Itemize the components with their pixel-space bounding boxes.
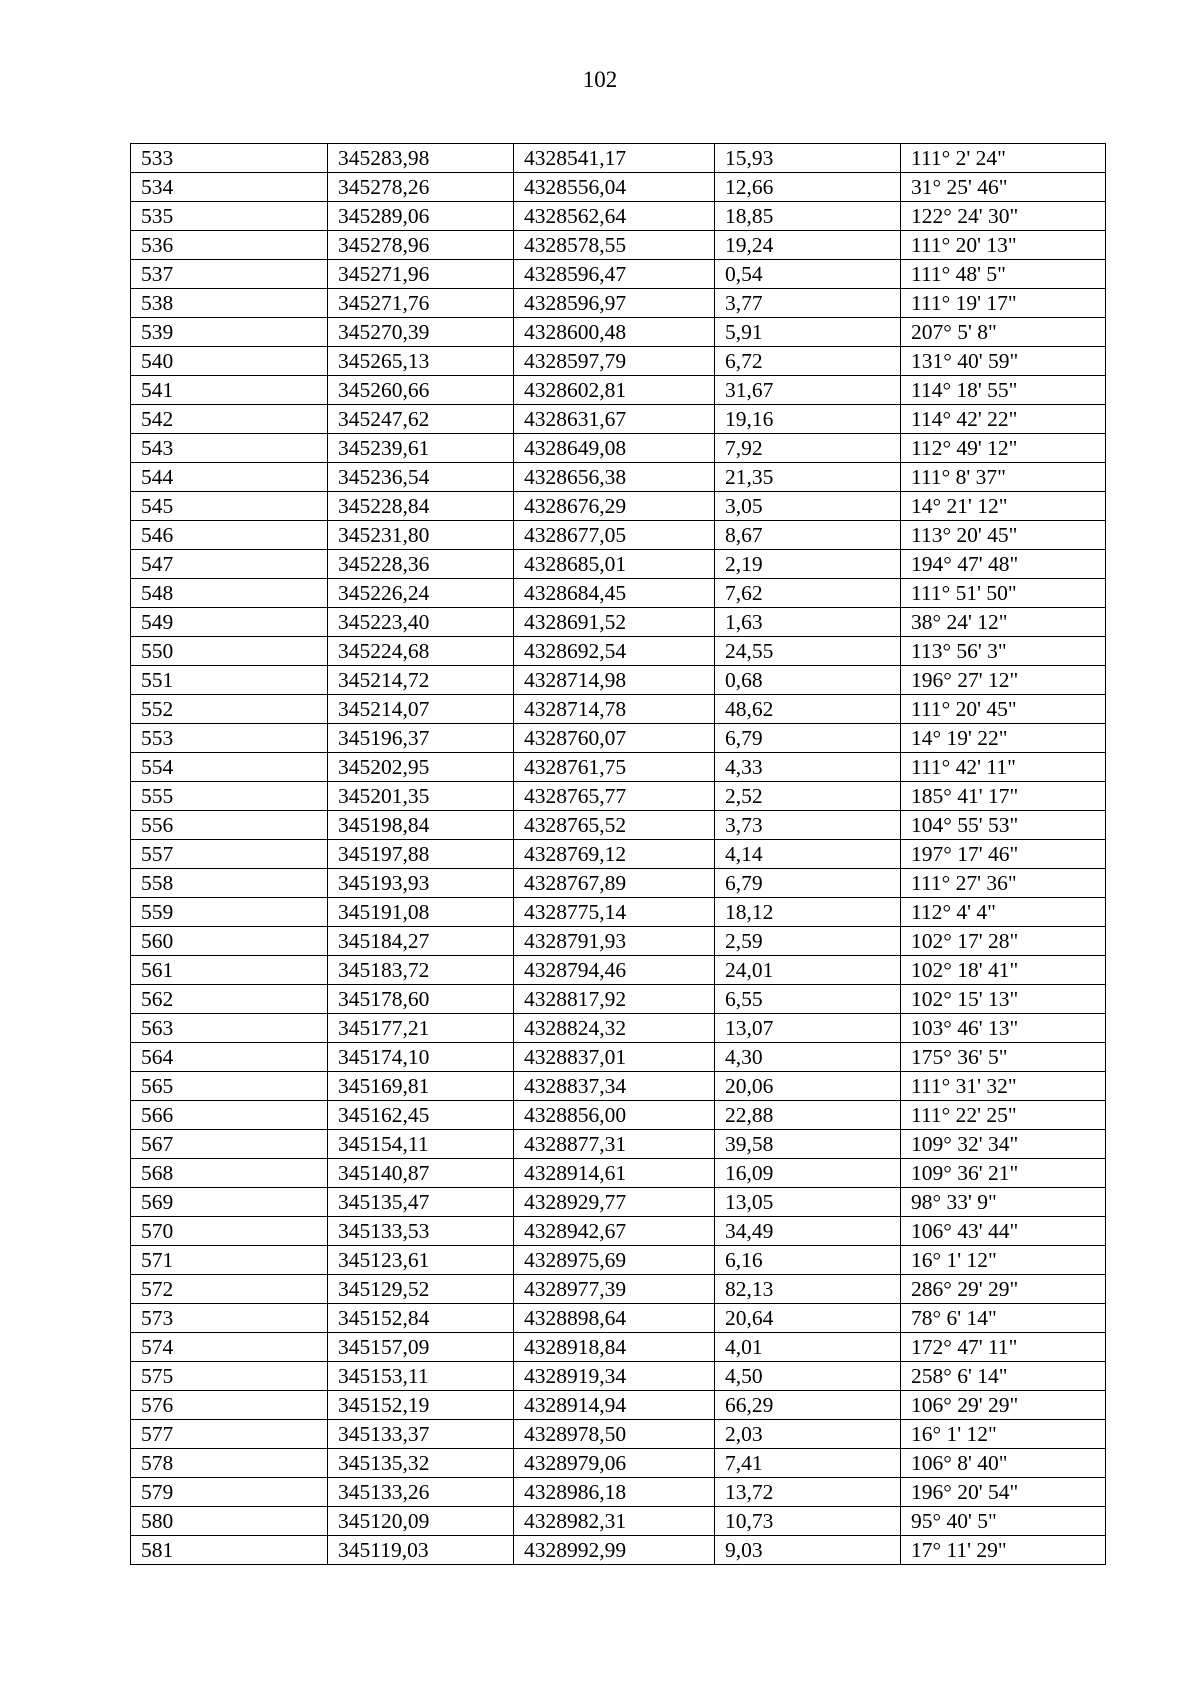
bearing-angle-cell: 196° 20' 54" <box>901 1478 1106 1507</box>
bearing-angle-cell: 111° 42' 11" <box>901 753 1106 782</box>
bearing-angle-cell: 106° 8' 40" <box>901 1449 1106 1478</box>
y-coordinate-cell: 4328684,45 <box>514 579 715 608</box>
table-row <box>131 869 1106 898</box>
x-coordinate-cell: 345152,19 <box>328 1391 514 1420</box>
bearing-angle-cell: 103° 46' 13" <box>901 1014 1106 1043</box>
point-number-cell: 544 <box>131 463 328 492</box>
distance-cell: 1,63 <box>715 608 901 637</box>
table-row <box>131 1449 1106 1478</box>
bearing-angle-cell: 113° 20' 45" <box>901 521 1106 550</box>
bearing-angle-cell: 38° 24' 12" <box>901 608 1106 637</box>
table-row <box>131 173 1106 202</box>
table-row <box>131 637 1106 666</box>
bearing-angle-cell: 111° 51' 50" <box>901 579 1106 608</box>
bearing-angle-cell: 122° 24' 30" <box>901 202 1106 231</box>
bearing-angle-cell: 114° 18' 55" <box>901 376 1106 405</box>
bearing-angle-cell: 14° 19' 22" <box>901 724 1106 753</box>
distance-cell: 10,73 <box>715 1507 901 1536</box>
table-row <box>131 811 1106 840</box>
x-coordinate-cell: 345228,36 <box>328 550 514 579</box>
x-coordinate-cell: 345184,27 <box>328 927 514 956</box>
x-coordinate-cell: 345135,47 <box>328 1188 514 1217</box>
y-coordinate-cell: 4328714,98 <box>514 666 715 695</box>
x-coordinate-cell: 345226,24 <box>328 579 514 608</box>
x-coordinate-cell: 345270,39 <box>328 318 514 347</box>
bearing-angle-cell: 111° 31' 32" <box>901 1072 1106 1101</box>
distance-cell: 7,92 <box>715 434 901 463</box>
y-coordinate-cell: 4328596,47 <box>514 260 715 289</box>
point-number-cell: 560 <box>131 927 328 956</box>
distance-cell: 66,29 <box>715 1391 901 1420</box>
x-coordinate-cell: 345120,09 <box>328 1507 514 1536</box>
x-coordinate-cell: 345214,07 <box>328 695 514 724</box>
point-number-cell: 563 <box>131 1014 328 1043</box>
distance-cell: 24,01 <box>715 956 901 985</box>
x-coordinate-cell: 345198,84 <box>328 811 514 840</box>
distance-cell: 13,05 <box>715 1188 901 1217</box>
distance-cell: 20,06 <box>715 1072 901 1101</box>
bearing-angle-cell: 109° 36' 21" <box>901 1159 1106 1188</box>
point-number-cell: 578 <box>131 1449 328 1478</box>
point-number-cell: 546 <box>131 521 328 550</box>
point-number-cell: 533 <box>131 144 328 173</box>
point-number-cell: 550 <box>131 637 328 666</box>
point-number-cell: 542 <box>131 405 328 434</box>
y-coordinate-cell: 4328837,34 <box>514 1072 715 1101</box>
distance-cell: 3,77 <box>715 289 901 318</box>
table-row <box>131 1217 1106 1246</box>
distance-cell: 13,72 <box>715 1478 901 1507</box>
bearing-angle-cell: 175° 36' 5" <box>901 1043 1106 1072</box>
table-row <box>131 1362 1106 1391</box>
point-number-cell: 539 <box>131 318 328 347</box>
bearing-angle-cell: 112° 4' 4" <box>901 898 1106 927</box>
y-coordinate-cell: 4328992,99 <box>514 1536 715 1565</box>
x-coordinate-cell: 345223,40 <box>328 608 514 637</box>
x-coordinate-cell: 345239,61 <box>328 434 514 463</box>
distance-cell: 82,13 <box>715 1275 901 1304</box>
x-coordinate-cell: 345191,08 <box>328 898 514 927</box>
x-coordinate-cell: 345271,76 <box>328 289 514 318</box>
point-number-cell: 575 <box>131 1362 328 1391</box>
point-number-cell: 534 <box>131 173 328 202</box>
point-number-cell: 561 <box>131 956 328 985</box>
point-number-cell: 576 <box>131 1391 328 1420</box>
coordinates-table <box>130 143 1106 1565</box>
bearing-angle-cell: 14° 21' 12" <box>901 492 1106 521</box>
point-number-cell: 580 <box>131 1507 328 1536</box>
table-row <box>131 1130 1106 1159</box>
point-number-cell: 545 <box>131 492 328 521</box>
bearing-angle-cell: 114° 42' 22" <box>901 405 1106 434</box>
y-coordinate-cell: 4328769,12 <box>514 840 715 869</box>
distance-cell: 4,33 <box>715 753 901 782</box>
bearing-angle-cell: 31° 25' 46" <box>901 173 1106 202</box>
bearing-angle-cell: 17° 11' 29" <box>901 1536 1106 1565</box>
distance-cell: 18,85 <box>715 202 901 231</box>
table-row <box>131 840 1106 869</box>
bearing-angle-cell: 106° 29' 29" <box>901 1391 1106 1420</box>
x-coordinate-cell: 345265,13 <box>328 347 514 376</box>
x-coordinate-cell: 345183,72 <box>328 956 514 985</box>
point-number-cell: 562 <box>131 985 328 1014</box>
page-number: 102 <box>582 67 618 92</box>
x-coordinate-cell: 345278,96 <box>328 231 514 260</box>
point-number-cell: 549 <box>131 608 328 637</box>
distance-cell: 21,35 <box>715 463 901 492</box>
x-coordinate-cell: 345177,21 <box>328 1014 514 1043</box>
x-coordinate-cell: 345133,37 <box>328 1420 514 1449</box>
bearing-angle-cell: 131° 40' 59" <box>901 347 1106 376</box>
point-number-cell: 537 <box>131 260 328 289</box>
x-coordinate-cell: 345157,09 <box>328 1333 514 1362</box>
y-coordinate-cell: 4328685,01 <box>514 550 715 579</box>
bearing-angle-cell: 78° 6' 14" <box>901 1304 1106 1333</box>
y-coordinate-cell: 4328602,81 <box>514 376 715 405</box>
x-coordinate-cell: 345162,45 <box>328 1101 514 1130</box>
table-row <box>131 463 1106 492</box>
table-row <box>131 1304 1106 1333</box>
table-row <box>131 1536 1106 1565</box>
distance-cell: 3,05 <box>715 492 901 521</box>
y-coordinate-cell: 4328877,31 <box>514 1130 715 1159</box>
table-row <box>131 1507 1106 1536</box>
y-coordinate-cell: 4328775,14 <box>514 898 715 927</box>
table-row <box>131 695 1106 724</box>
bearing-angle-cell: 16° 1' 12" <box>901 1246 1106 1275</box>
point-number-cell: 551 <box>131 666 328 695</box>
bearing-angle-cell: 286° 29' 29" <box>901 1275 1106 1304</box>
distance-cell: 6,16 <box>715 1246 901 1275</box>
x-coordinate-cell: 345202,95 <box>328 753 514 782</box>
x-coordinate-cell: 345228,84 <box>328 492 514 521</box>
x-coordinate-cell: 345153,11 <box>328 1362 514 1391</box>
x-coordinate-cell: 345236,54 <box>328 463 514 492</box>
y-coordinate-cell: 4328541,17 <box>514 144 715 173</box>
table-row <box>131 347 1106 376</box>
point-number-cell: 579 <box>131 1478 328 1507</box>
bearing-angle-cell: 109° 32' 34" <box>901 1130 1106 1159</box>
distance-cell: 2,52 <box>715 782 901 811</box>
bearing-angle-cell: 111° 19' 17" <box>901 289 1106 318</box>
point-number-cell: 556 <box>131 811 328 840</box>
x-coordinate-cell: 345201,35 <box>328 782 514 811</box>
point-number-cell: 553 <box>131 724 328 753</box>
x-coordinate-cell: 345140,87 <box>328 1159 514 1188</box>
point-number-cell: 565 <box>131 1072 328 1101</box>
table-row <box>131 289 1106 318</box>
table-row <box>131 144 1106 173</box>
y-coordinate-cell: 4328942,67 <box>514 1217 715 1246</box>
point-number-cell: 547 <box>131 550 328 579</box>
y-coordinate-cell: 4328979,06 <box>514 1449 715 1478</box>
table-row <box>131 1246 1106 1275</box>
table-row <box>131 318 1106 347</box>
y-coordinate-cell: 4328765,52 <box>514 811 715 840</box>
y-coordinate-cell: 4328824,32 <box>514 1014 715 1043</box>
point-number-cell: 570 <box>131 1217 328 1246</box>
point-number-cell: 540 <box>131 347 328 376</box>
distance-cell: 0,54 <box>715 260 901 289</box>
table-row <box>131 202 1106 231</box>
point-number-cell: 557 <box>131 840 328 869</box>
point-number-cell: 581 <box>131 1536 328 1565</box>
y-coordinate-cell: 4328761,75 <box>514 753 715 782</box>
distance-cell: 2,59 <box>715 927 901 956</box>
distance-cell: 4,30 <box>715 1043 901 1072</box>
y-coordinate-cell: 4328978,50 <box>514 1420 715 1449</box>
point-number-cell: 569 <box>131 1188 328 1217</box>
x-coordinate-cell: 345178,60 <box>328 985 514 1014</box>
bearing-angle-cell: 172° 47' 11" <box>901 1333 1106 1362</box>
point-number-cell: 538 <box>131 289 328 318</box>
distance-cell: 5,91 <box>715 318 901 347</box>
distance-cell: 13,07 <box>715 1014 901 1043</box>
x-coordinate-cell: 345133,26 <box>328 1478 514 1507</box>
distance-cell: 31,67 <box>715 376 901 405</box>
table-row <box>131 376 1106 405</box>
distance-cell: 19,24 <box>715 231 901 260</box>
distance-cell: 16,09 <box>715 1159 901 1188</box>
point-number-cell: 554 <box>131 753 328 782</box>
coordinates-table-body <box>131 144 1106 1565</box>
bearing-angle-cell: 111° 27' 36" <box>901 869 1106 898</box>
x-coordinate-cell: 345123,61 <box>328 1246 514 1275</box>
bearing-angle-cell: 197° 17' 46" <box>901 840 1106 869</box>
point-number-cell: 535 <box>131 202 328 231</box>
x-coordinate-cell: 345260,66 <box>328 376 514 405</box>
bearing-angle-cell: 113° 56' 3" <box>901 637 1106 666</box>
y-coordinate-cell: 4328692,54 <box>514 637 715 666</box>
table-row <box>131 753 1106 782</box>
y-coordinate-cell: 4328596,97 <box>514 289 715 318</box>
bearing-angle-cell: 102° 15' 13" <box>901 985 1106 1014</box>
x-coordinate-cell: 345247,62 <box>328 405 514 434</box>
point-number-cell: 552 <box>131 695 328 724</box>
bearing-angle-cell: 95° 40' 5" <box>901 1507 1106 1536</box>
x-coordinate-cell: 345152,84 <box>328 1304 514 1333</box>
bearing-angle-cell: 207° 5' 8" <box>901 318 1106 347</box>
table-row <box>131 1275 1106 1304</box>
table-row <box>131 1333 1106 1362</box>
table-row <box>131 782 1106 811</box>
y-coordinate-cell: 4328918,84 <box>514 1333 715 1362</box>
table-row <box>131 1420 1106 1449</box>
x-coordinate-cell: 345193,93 <box>328 869 514 898</box>
table-row <box>131 1072 1106 1101</box>
y-coordinate-cell: 4328929,77 <box>514 1188 715 1217</box>
x-coordinate-cell: 345283,98 <box>328 144 514 173</box>
y-coordinate-cell: 4328898,64 <box>514 1304 715 1333</box>
y-coordinate-cell: 4328597,79 <box>514 347 715 376</box>
x-coordinate-cell: 345174,10 <box>328 1043 514 1072</box>
distance-cell: 7,62 <box>715 579 901 608</box>
bearing-angle-cell: 16° 1' 12" <box>901 1420 1106 1449</box>
y-coordinate-cell: 4328649,08 <box>514 434 715 463</box>
y-coordinate-cell: 4328794,46 <box>514 956 715 985</box>
bearing-angle-cell: 185° 41' 17" <box>901 782 1106 811</box>
distance-cell: 24,55 <box>715 637 901 666</box>
table-row <box>131 1478 1106 1507</box>
distance-cell: 48,62 <box>715 695 901 724</box>
y-coordinate-cell: 4328975,69 <box>514 1246 715 1275</box>
bearing-angle-cell: 104° 55' 53" <box>901 811 1106 840</box>
table-row <box>131 1159 1106 1188</box>
distance-cell: 18,12 <box>715 898 901 927</box>
bearing-angle-cell: 111° 8' 37" <box>901 463 1106 492</box>
y-coordinate-cell: 4328677,05 <box>514 521 715 550</box>
distance-cell: 6,79 <box>715 869 901 898</box>
table-row <box>131 231 1106 260</box>
distance-cell: 8,67 <box>715 521 901 550</box>
bearing-angle-cell: 196° 27' 12" <box>901 666 1106 695</box>
bearing-angle-cell: 102° 18' 41" <box>901 956 1106 985</box>
distance-cell: 39,58 <box>715 1130 901 1159</box>
x-coordinate-cell: 345214,72 <box>328 666 514 695</box>
bearing-angle-cell: 194° 47' 48" <box>901 550 1106 579</box>
y-coordinate-cell: 4328578,55 <box>514 231 715 260</box>
bearing-angle-cell: 111° 2' 24" <box>901 144 1106 173</box>
y-coordinate-cell: 4328562,64 <box>514 202 715 231</box>
table-row <box>131 1391 1106 1420</box>
y-coordinate-cell: 4328914,61 <box>514 1159 715 1188</box>
x-coordinate-cell: 345133,53 <box>328 1217 514 1246</box>
y-coordinate-cell: 4328982,31 <box>514 1507 715 1536</box>
distance-cell: 2,19 <box>715 550 901 579</box>
distance-cell: 3,73 <box>715 811 901 840</box>
distance-cell: 19,16 <box>715 405 901 434</box>
distance-cell: 34,49 <box>715 1217 901 1246</box>
y-coordinate-cell: 4328919,34 <box>514 1362 715 1391</box>
table-row <box>131 521 1106 550</box>
y-coordinate-cell: 4328676,29 <box>514 492 715 521</box>
x-coordinate-cell: 345278,26 <box>328 173 514 202</box>
x-coordinate-cell: 345289,06 <box>328 202 514 231</box>
y-coordinate-cell: 4328656,38 <box>514 463 715 492</box>
point-number-cell: 559 <box>131 898 328 927</box>
table-row <box>131 434 1106 463</box>
bearing-angle-cell: 111° 22' 25" <box>901 1101 1106 1130</box>
table-row <box>131 260 1106 289</box>
x-coordinate-cell: 345271,96 <box>328 260 514 289</box>
point-number-cell: 577 <box>131 1420 328 1449</box>
table-row <box>131 405 1106 434</box>
point-number-cell: 555 <box>131 782 328 811</box>
point-number-cell: 543 <box>131 434 328 463</box>
y-coordinate-cell: 4328837,01 <box>514 1043 715 1072</box>
distance-cell: 12,66 <box>715 173 901 202</box>
y-coordinate-cell: 4328856,00 <box>514 1101 715 1130</box>
distance-cell: 15,93 <box>715 144 901 173</box>
point-number-cell: 567 <box>131 1130 328 1159</box>
y-coordinate-cell: 4328977,39 <box>514 1275 715 1304</box>
distance-cell: 9,03 <box>715 1536 901 1565</box>
y-coordinate-cell: 4328765,77 <box>514 782 715 811</box>
bearing-angle-cell: 258° 6' 14" <box>901 1362 1106 1391</box>
point-number-cell: 558 <box>131 869 328 898</box>
distance-cell: 4,01 <box>715 1333 901 1362</box>
table-row <box>131 550 1106 579</box>
distance-cell: 6,79 <box>715 724 901 753</box>
table-row <box>131 1043 1106 1072</box>
point-number-cell: 541 <box>131 376 328 405</box>
x-coordinate-cell: 345135,32 <box>328 1449 514 1478</box>
y-coordinate-cell: 4328760,07 <box>514 724 715 753</box>
point-number-cell: 566 <box>131 1101 328 1130</box>
point-number-cell: 572 <box>131 1275 328 1304</box>
bearing-angle-cell: 111° 48' 5" <box>901 260 1106 289</box>
distance-cell: 6,72 <box>715 347 901 376</box>
x-coordinate-cell: 345154,11 <box>328 1130 514 1159</box>
point-number-cell: 536 <box>131 231 328 260</box>
y-coordinate-cell: 4328767,89 <box>514 869 715 898</box>
table-row <box>131 1101 1106 1130</box>
point-number-cell: 573 <box>131 1304 328 1333</box>
table-row <box>131 724 1106 753</box>
table-row <box>131 666 1106 695</box>
table-row <box>131 1188 1106 1217</box>
distance-cell: 2,03 <box>715 1420 901 1449</box>
table-row <box>131 927 1106 956</box>
distance-cell: 0,68 <box>715 666 901 695</box>
distance-cell: 22,88 <box>715 1101 901 1130</box>
bearing-angle-cell: 102° 17' 28" <box>901 927 1106 956</box>
bearing-angle-cell: 112° 49' 12" <box>901 434 1106 463</box>
y-coordinate-cell: 4328914,94 <box>514 1391 715 1420</box>
table-row <box>131 956 1106 985</box>
y-coordinate-cell: 4328714,78 <box>514 695 715 724</box>
x-coordinate-cell: 345197,88 <box>328 840 514 869</box>
distance-cell: 6,55 <box>715 985 901 1014</box>
point-number-cell: 568 <box>131 1159 328 1188</box>
bearing-angle-cell: 106° 43' 44" <box>901 1217 1106 1246</box>
x-coordinate-cell: 345129,52 <box>328 1275 514 1304</box>
x-coordinate-cell: 345196,37 <box>328 724 514 753</box>
y-coordinate-cell: 4328556,04 <box>514 173 715 202</box>
point-number-cell: 548 <box>131 579 328 608</box>
point-number-cell: 571 <box>131 1246 328 1275</box>
x-coordinate-cell: 345169,81 <box>328 1072 514 1101</box>
point-number-cell: 564 <box>131 1043 328 1072</box>
y-coordinate-cell: 4328986,18 <box>514 1478 715 1507</box>
y-coordinate-cell: 4328691,52 <box>514 608 715 637</box>
distance-cell: 7,41 <box>715 1449 901 1478</box>
y-coordinate-cell: 4328631,67 <box>514 405 715 434</box>
x-coordinate-cell: 345119,03 <box>328 1536 514 1565</box>
point-number-cell: 574 <box>131 1333 328 1362</box>
x-coordinate-cell: 345231,80 <box>328 521 514 550</box>
table-row <box>131 579 1106 608</box>
x-coordinate-cell: 345224,68 <box>328 637 514 666</box>
distance-cell: 4,14 <box>715 840 901 869</box>
y-coordinate-cell: 4328600,48 <box>514 318 715 347</box>
bearing-angle-cell: 98° 33' 9" <box>901 1188 1106 1217</box>
table-row <box>131 898 1106 927</box>
distance-cell: 4,50 <box>715 1362 901 1391</box>
table-row <box>131 492 1106 521</box>
table-row <box>131 985 1106 1014</box>
table-row <box>131 1014 1106 1043</box>
y-coordinate-cell: 4328817,92 <box>514 985 715 1014</box>
y-coordinate-cell: 4328791,93 <box>514 927 715 956</box>
table-row <box>131 608 1106 637</box>
distance-cell: 20,64 <box>715 1304 901 1333</box>
bearing-angle-cell: 111° 20' 45" <box>901 695 1106 724</box>
bearing-angle-cell: 111° 20' 13" <box>901 231 1106 260</box>
